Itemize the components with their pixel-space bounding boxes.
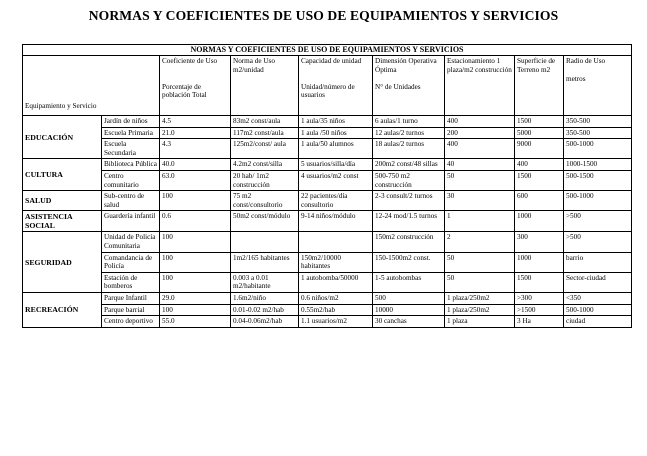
cell-dimension: 150m2 construcción: [373, 232, 445, 252]
cell-capacidad: 0.55m2/hab: [299, 304, 373, 316]
table-body: [23, 116, 632, 328]
cell-coef: 4.3: [160, 139, 231, 159]
category-cell: CULTURA: [23, 159, 102, 191]
table-row: [23, 116, 632, 128]
table-row: [23, 252, 632, 272]
cell-capacidad: 1 aula/35 niños: [299, 116, 373, 128]
cell-dimension: 2-3 consult/2 turnos: [373, 191, 445, 211]
cell-dimension: 500-750 m2 construcción: [373, 170, 445, 190]
table-row: [23, 191, 632, 211]
cell-superficie: 1000: [515, 252, 564, 272]
cell-name: Sub-centro de salud: [102, 191, 160, 211]
header-capacidad-sub: Unidad/número de usuarios: [301, 82, 355, 100]
cell-capacidad: 22 pacientes/día consultorio: [299, 191, 373, 211]
category-cell: SALUD: [23, 191, 102, 211]
cell-radio: 500-1500: [564, 170, 632, 190]
table-row: [23, 139, 632, 159]
cell-superficie: 1500: [515, 170, 564, 190]
header-dimension-label: Dimensión Operativa Óptima: [375, 57, 437, 74]
header-coeficiente: [160, 56, 231, 116]
cell-radio: >500: [564, 211, 632, 232]
cell-estac: 30: [445, 191, 515, 211]
cell-superficie: 1500: [515, 116, 564, 128]
header-capacidad-label: Capacidad de unidad: [301, 57, 362, 65]
cell-capacidad: 4 usuarios/m2 const: [299, 170, 373, 190]
header-estacionamiento: Estacionamiento 1 plaza/m2 construcción: [445, 56, 515, 116]
cell-superficie: 9000: [515, 139, 564, 159]
cell-estac: 200: [445, 127, 515, 139]
cell-superficie: >1500: [515, 304, 564, 316]
cell-capacidad: 1 aula /50 niños: [299, 127, 373, 139]
cell-capacidad: 1.1 usuarios/m2: [299, 316, 373, 328]
cell-norma: 83m2 const/aula: [231, 116, 299, 128]
cell-coef: 100: [160, 191, 231, 211]
cell-coef: 100: [160, 232, 231, 252]
cell-coef: 40.0: [160, 159, 231, 171]
cell-dimension: 6 aulas/1 turno: [373, 116, 445, 128]
cell-estac: 2: [445, 232, 515, 252]
cell-dimension: 200m2 const/48 sillas: [373, 159, 445, 171]
header-row: [23, 56, 632, 116]
header-superficie: Superficie de Terreno m2: [515, 56, 564, 116]
document-title: NORMAS Y COEFICIENTES DE USO DE EQUIPAMIENTOS Y SERVICIOS: [88, 8, 559, 23]
cell-estac: 1: [445, 211, 515, 232]
table-row: [23, 170, 632, 190]
cell-radio: 500-1000: [564, 304, 632, 316]
cell-norma: [231, 232, 299, 252]
cell-name: Escuela Primaria: [102, 127, 160, 139]
cell-radio: 1000-1500: [564, 159, 632, 171]
cell-name: Centro deportivo: [102, 316, 160, 328]
cell-superficie: 400: [515, 159, 564, 171]
cell-name: Comandancia de Policía: [102, 252, 160, 272]
cell-capacidad: 1 aula/50 alumnos: [299, 139, 373, 159]
cell-radio: 500-1000: [564, 191, 632, 211]
cell-name: Parque barrial: [102, 304, 160, 316]
cell-capacidad: [299, 232, 373, 252]
cell-superficie: 5000: [515, 127, 564, 139]
category-cell: EDUCACIÓN: [23, 116, 102, 159]
header-radio-label: Radio de Uso: [566, 57, 606, 65]
cell-name: Centro comunitario: [102, 170, 160, 190]
cell-coef: 0.6: [160, 211, 231, 232]
cell-radio: barrio: [564, 252, 632, 272]
cell-name: Escuela Secundaria: [102, 139, 160, 159]
cell-coef: 29.0: [160, 292, 231, 304]
cell-dimension: 30 canchas: [373, 316, 445, 328]
cell-estac: 40: [445, 159, 515, 171]
cell-capacidad: 9-14 niños/módulo: [299, 211, 373, 232]
cell-norma: 75 m2 const/consultorio: [231, 191, 299, 211]
cell-estac: 1 plaza/250m2: [445, 292, 515, 304]
cell-radio: Sector-ciudad: [564, 272, 632, 292]
table-caption: NORMAS Y COEFICIENTES DE USO DE EQUIPAMIENTOS Y SERVICIOS: [23, 45, 632, 56]
cell-coef: 100: [160, 252, 231, 272]
category-cell: SEGURIDAD: [23, 232, 102, 293]
cell-coef: 63.0: [160, 170, 231, 190]
cell-estac: 1 plaza/250m2: [445, 304, 515, 316]
cell-estac: 400: [445, 116, 515, 128]
cell-capacidad: 5 usuarios/silla/día: [299, 159, 373, 171]
cell-estac: 1 plaza: [445, 316, 515, 328]
cell-capacidad: 0.6 niños/m2: [299, 292, 373, 304]
cell-radio: <350: [564, 292, 632, 304]
cell-norma: 0.01-0.02 m2/hab: [231, 304, 299, 316]
cell-norma: 20 hab/ 1m2 construcción: [231, 170, 299, 190]
cell-norma: 125m2/const/ aula: [231, 139, 299, 159]
cell-name: Estación de bomberos: [102, 272, 160, 292]
cell-dimension: 500: [373, 292, 445, 304]
header-coeficiente-sub: Porcentaje de población Total: [162, 82, 207, 100]
cell-radio: >500: [564, 232, 632, 252]
cell-dimension: 12 aulas/2 turnos: [373, 127, 445, 139]
cell-estac: 400: [445, 139, 515, 159]
table-row: [23, 316, 632, 328]
cell-coef: 100: [160, 304, 231, 316]
cell-coef: 21.0: [160, 127, 231, 139]
cell-dimension: 12-24 mod/1.5 turnos: [373, 211, 445, 232]
cell-superficie: 300: [515, 232, 564, 252]
cell-estac: 50: [445, 170, 515, 190]
cell-coef: 55.0: [160, 316, 231, 328]
header-dimension-sub: N° de Unidades: [375, 83, 421, 92]
header-capacidad: [299, 56, 373, 116]
table-row: [23, 159, 632, 171]
cell-dimension: 10000: [373, 304, 445, 316]
cell-norma: 50m2 const/módulo: [231, 211, 299, 232]
cell-capacidad: 150m2/10000 habitantes: [299, 252, 373, 272]
header-coeficiente-label: Coeficiente de Uso: [162, 57, 218, 65]
cell-estac: 50: [445, 252, 515, 272]
table-row: [23, 292, 632, 304]
cell-superficie: 600: [515, 191, 564, 211]
cell-name: Guardería infantil: [102, 211, 160, 232]
table-row: [23, 304, 632, 316]
cell-norma: 4.2m2 const/silla: [231, 159, 299, 171]
cell-norma: 0.003 a 0.01 m2/habitante: [231, 272, 299, 292]
category-cell: ASISTENCIA SOCIAL: [23, 211, 102, 232]
cell-capacidad: 1 autobomba/50000: [299, 272, 373, 292]
cell-norma: 0.04-0.06m2/hab: [231, 316, 299, 328]
table-row: [23, 272, 632, 292]
header-equipamiento: Equipamiento y Servicio: [23, 56, 160, 116]
cell-radio: 350-500: [564, 116, 632, 128]
cell-estac: 50: [445, 272, 515, 292]
norms-table: [22, 44, 632, 328]
header-dimension: [373, 56, 445, 116]
cell-superficie: >300: [515, 292, 564, 304]
cell-name: Parque Infantil: [102, 292, 160, 304]
cell-name: Unidad de Policía Comunitaria: [102, 232, 160, 252]
cell-radio: 500-1000: [564, 139, 632, 159]
table-row: [23, 232, 632, 252]
cell-dimension: 1-5 autobombas: [373, 272, 445, 292]
cell-coef: 100: [160, 272, 231, 292]
cell-norma: 117m2 const/aula: [231, 127, 299, 139]
header-radio: [564, 56, 632, 116]
table-row: [23, 211, 632, 232]
cell-norma: 1m2/165 habitantes: [231, 252, 299, 272]
cell-norma: 1.6m2/niño: [231, 292, 299, 304]
header-radio-sub: metros: [566, 74, 586, 83]
cell-superficie: 1500: [515, 272, 564, 292]
cell-name: Biblioteca Pública: [102, 159, 160, 171]
cell-superficie: 3 Ha: [515, 316, 564, 328]
cell-superficie: 1000: [515, 211, 564, 232]
cell-coef: 4.5: [160, 116, 231, 128]
table-row: [23, 127, 632, 139]
category-cell: RECREACIÓN: [23, 292, 102, 327]
cell-dimension: 150-1500m2 const.: [373, 252, 445, 272]
cell-name: Jardín de niños: [102, 116, 160, 128]
cell-radio: 350-500: [564, 127, 632, 139]
cell-dimension: 18 aulas/2 turnos: [373, 139, 445, 159]
cell-radio: ciudad: [564, 316, 632, 328]
header-norma: Norma de Uso m2/unidad: [231, 56, 299, 116]
